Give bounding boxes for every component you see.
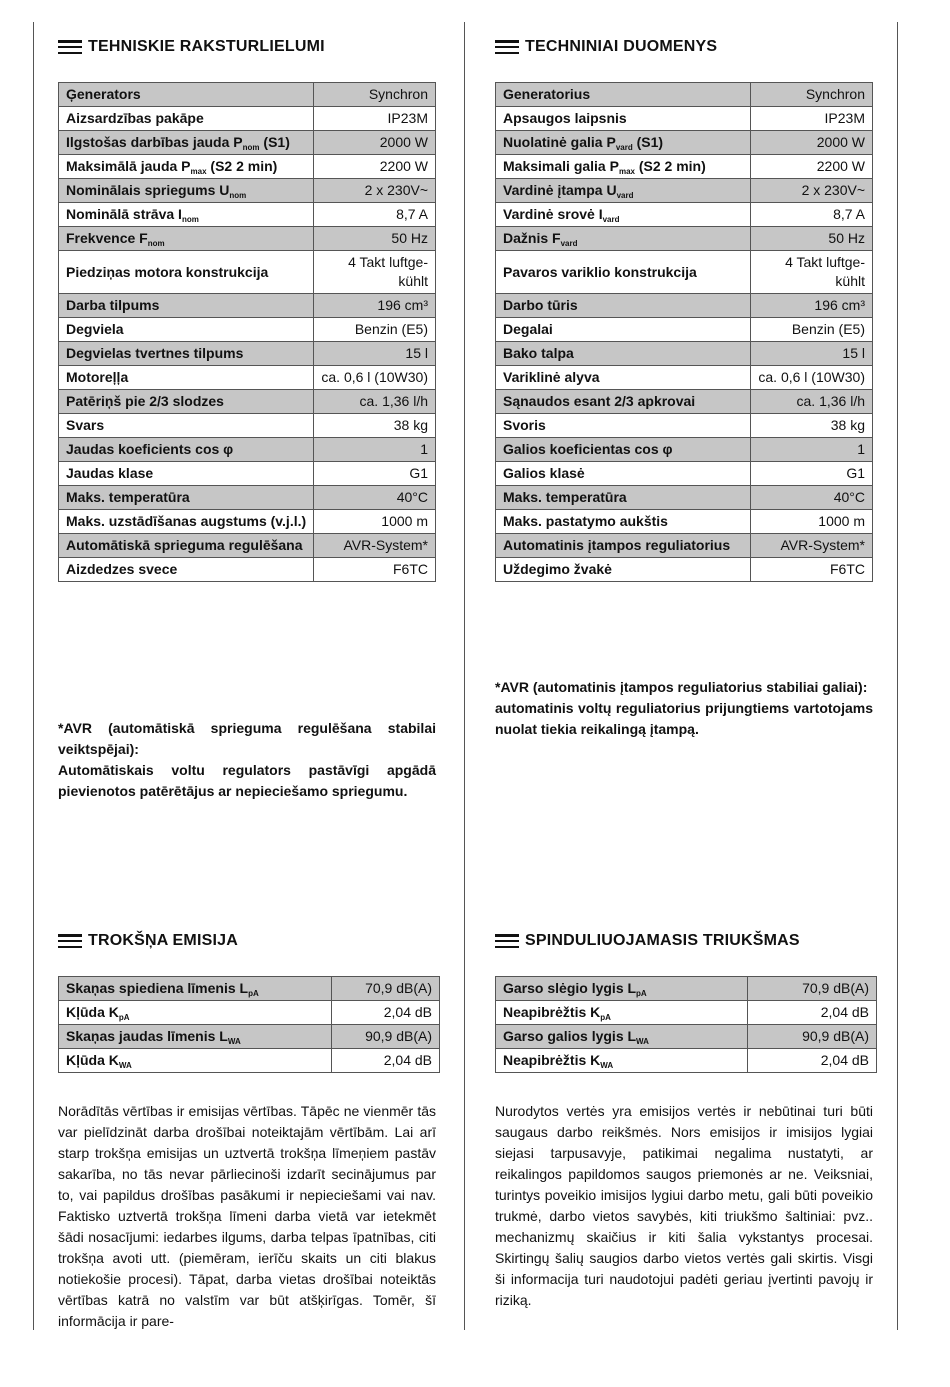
spec-label-text: Vardinė įtampa U: [503, 182, 617, 198]
spec-value: AVR-System*: [751, 534, 873, 558]
spec-label: [59, 366, 314, 390]
menu-lines-icon: [58, 40, 82, 54]
spec-label-text: Generatorius: [503, 86, 591, 102]
table-row: [496, 155, 873, 179]
spec-label: [59, 1049, 332, 1073]
spec-label-text: Automatinis įtampos reguliatorius: [503, 537, 731, 553]
spec-label: [59, 342, 314, 366]
spec-table-wrap: [495, 82, 873, 582]
table-row: [59, 1049, 440, 1073]
table-row: [496, 179, 873, 203]
spec-label-subscript: pA: [636, 989, 647, 998]
section-heading-noise: [58, 930, 238, 952]
spec-label-text: Maks. temperatūra: [66, 489, 190, 505]
spec-label-text: Jaudas koeficients cos φ: [66, 441, 234, 457]
spec-label: [496, 227, 751, 251]
spec-label: [59, 107, 314, 131]
avr-note-body: Automātiskais voltu regulators pastāvīgi apgādā pievienotos patērētājus ar nepieciešamo spriegumu.: [58, 762, 436, 799]
spec-value: IP23M: [751, 107, 873, 131]
spec-label-suffix: (S1): [259, 134, 290, 150]
table-row: [59, 977, 440, 1001]
spec-label-text: Maks. uzstādīšanas augstums (v.j.l.): [66, 513, 307, 529]
menu-lines-icon: [495, 934, 519, 948]
spec-value: 8,7 A: [314, 203, 436, 227]
spec-value: 1: [314, 438, 436, 462]
spec-value: Benzin (E5): [314, 318, 436, 342]
menu-lines-icon: [495, 40, 519, 54]
spec-label-text: Sąnaudos esant 2/3 apkrovai: [503, 393, 696, 409]
spec-label-text: Galios klasė: [503, 465, 585, 481]
table-row: [59, 1001, 440, 1025]
table-row: [496, 131, 873, 155]
table-row: [59, 318, 436, 342]
spec-value: Synchron: [314, 83, 436, 107]
spec-value: 40°C: [751, 486, 873, 510]
table-row: [59, 227, 436, 251]
spec-table: [495, 82, 873, 582]
spec-value: ca. 1,36 l/h: [314, 390, 436, 414]
spec-label-subscript: nom: [181, 215, 199, 224]
spec-label-text: Kļūda K: [66, 1052, 119, 1068]
spec-value: Benzin (E5): [751, 318, 873, 342]
spec-label-text: Dažnis F: [503, 230, 561, 246]
spec-label: [59, 462, 314, 486]
spec-label-text: Darba tilpums: [66, 297, 160, 313]
table-row: [59, 83, 436, 107]
menu-lines-icon: [58, 934, 82, 948]
spec-label: [496, 414, 751, 438]
spec-label-subscript: nom: [242, 143, 260, 152]
table-row: [496, 1001, 877, 1025]
spec-value: 15 l: [314, 342, 436, 366]
spec-value: IP23M: [314, 107, 436, 131]
spec-label: [496, 390, 751, 414]
avr-note: [58, 718, 436, 802]
spec-value: 2200 W: [751, 155, 873, 179]
section-heading-technical: [58, 36, 325, 58]
spec-label-subscript: WA: [118, 1061, 132, 1070]
spec-label-text: Degvielas tvertnes tilpums: [66, 345, 244, 361]
table-row: [59, 486, 436, 510]
section-heading-noise: [495, 930, 800, 952]
spec-value: 50 Hz: [314, 227, 436, 251]
spec-label-subscript: vard: [560, 239, 578, 248]
spec-label-subscript: WA: [636, 1037, 649, 1046]
spec-value: 196 cm³: [751, 294, 873, 318]
spec-label: [496, 510, 751, 534]
left-margin-line: [33, 22, 34, 1330]
spec-label-text: Nuolatinė galia P: [503, 134, 616, 150]
spec-value: 38 kg: [314, 414, 436, 438]
table-row: [59, 179, 436, 203]
spec-value: 2,04 dB: [748, 1001, 877, 1025]
spec-value: G1: [314, 462, 436, 486]
table-row: [496, 227, 873, 251]
table-row: [59, 1025, 440, 1049]
spec-value: 2 x 230V~: [314, 179, 436, 203]
spec-label-text: Neapibrėžtis K: [503, 1004, 601, 1020]
spec-label: [496, 155, 751, 179]
spec-label-text: Variklinė alyva: [503, 369, 600, 385]
section-heading-text: SPINDULIUOJAMASIS TRIUKŠMAS: [525, 932, 800, 949]
spec-label-text: Bako talpa: [503, 345, 574, 361]
spec-label-text: Ilgstošas darbības jauda P: [66, 134, 243, 150]
spec-label-text: Maks. pastatymo aukštis: [503, 513, 668, 529]
spec-label-subscript: vard: [602, 215, 620, 224]
spec-table-wrap: [58, 82, 436, 582]
spec-label-text: Neapibrėžtis K: [503, 1052, 601, 1068]
table-row: [496, 318, 873, 342]
spec-label: [59, 318, 314, 342]
spec-label-text: Vardinė srovė I: [503, 206, 603, 222]
spec-label-suffix: (S2 2 min): [206, 158, 278, 174]
spec-value: 8,7 A: [751, 203, 873, 227]
section-heading-text: TEHNISKIE RAKSTURLIELUMI: [88, 38, 325, 55]
table-row: [59, 462, 436, 486]
spec-label-text: Garso slėgio lygis L: [503, 980, 637, 996]
spec-value: 1000 m: [751, 510, 873, 534]
spec-label-text: Apsaugos laipsnis: [503, 110, 627, 126]
spec-label-text: Motoreļļa: [66, 369, 129, 385]
table-row: [59, 294, 436, 318]
noise-table-wrap: [495, 976, 877, 1073]
spec-label-text: Kļūda K: [66, 1004, 119, 1020]
spec-label: [59, 294, 314, 318]
spec-value: 1000 m: [314, 510, 436, 534]
spec-label-subscript: nom: [229, 191, 247, 200]
noise-table-wrap: [58, 976, 440, 1073]
spec-label-text: Patēriņš pie 2/3 slodzes: [66, 393, 224, 409]
table-row: [59, 534, 436, 558]
center-divider-line: [464, 22, 465, 1330]
spec-label: [496, 534, 751, 558]
spec-label: [496, 318, 751, 342]
table-row: [59, 251, 436, 294]
spec-label: [59, 203, 314, 227]
table-row: [59, 438, 436, 462]
table-row: [496, 977, 877, 1001]
spec-label: [496, 366, 751, 390]
spec-label-text: Nominālais spriegums U: [66, 182, 230, 198]
spec-value: 40°C: [314, 486, 436, 510]
right-margin-line: [897, 22, 898, 1330]
spec-value: 70,9 dB(A): [748, 977, 877, 1001]
spec-label-text: Maks. temperatūra: [503, 489, 627, 505]
spec-value: 2 x 230V~: [751, 179, 873, 203]
table-row: [496, 251, 873, 294]
table-row: [496, 414, 873, 438]
spec-label: [59, 227, 314, 251]
spec-label: [496, 486, 751, 510]
spec-label: [59, 390, 314, 414]
spec-label-text: Degviela: [66, 321, 124, 337]
spec-label-subscript: WA: [227, 1037, 241, 1046]
spec-label: [496, 179, 751, 203]
spec-label: [496, 342, 751, 366]
spec-value: ca. 0,6 l (10W30): [751, 366, 873, 390]
spec-label-subscript: pA: [600, 1013, 611, 1022]
spec-value: ca. 1,36 l/h: [751, 390, 873, 414]
spec-label-text: Skaņas jaudas līmenis L: [66, 1028, 228, 1044]
table-row: [496, 438, 873, 462]
noise-table: [58, 976, 440, 1073]
table-row: [496, 510, 873, 534]
spec-label: [59, 977, 332, 1001]
section-heading-technical: [495, 36, 717, 58]
spec-value: 4 Takt luftge- kühlt: [751, 251, 873, 294]
spec-label-subscript: WA: [600, 1061, 614, 1070]
spec-label: [496, 1049, 748, 1073]
spec-label: [496, 251, 751, 294]
spec-label: [496, 203, 751, 227]
spec-label: [59, 414, 314, 438]
spec-value: 2,04 dB: [748, 1049, 877, 1073]
spec-label-text: Maksimali galia P: [503, 158, 619, 174]
spec-label: [496, 83, 751, 107]
spec-label-text: Automātiskā sprieguma regulēšana: [66, 537, 303, 553]
avr-note-title: *AVR (automātiskā sprieguma regulēšana stabilai veiktspējai):: [58, 720, 436, 757]
table-row: [496, 390, 873, 414]
spec-label: [59, 1025, 332, 1049]
spec-label: [59, 251, 314, 294]
spec-value: G1: [751, 462, 873, 486]
table-row: [59, 342, 436, 366]
table-row: [496, 462, 873, 486]
spec-label-subscript: max: [190, 167, 207, 176]
spec-label: [59, 558, 314, 582]
spec-label-text: Aizsardzības pakāpe: [66, 110, 204, 126]
spec-label-text: Degalai: [503, 321, 553, 337]
table-row: [59, 366, 436, 390]
spec-label-subscript: vard: [615, 143, 633, 152]
spec-value: 38 kg: [751, 414, 873, 438]
table-row: [59, 390, 436, 414]
spec-value: 1: [751, 438, 873, 462]
spec-value: AVR-System*: [314, 534, 436, 558]
spec-value: 90,9 dB(A): [332, 1025, 440, 1049]
spec-label: [496, 1001, 748, 1025]
table-row: [59, 107, 436, 131]
spec-value: Synchron: [751, 83, 873, 107]
spec-label-text: Maksimālā jauda P: [66, 158, 191, 174]
section-heading-text: TECHNINIAI DUOMENYS: [525, 38, 718, 55]
table-row: [496, 1049, 877, 1073]
spec-label: [496, 294, 751, 318]
spec-label-text: Pavaros variklio konstrukcija: [503, 263, 697, 280]
noise-explanation-text: Norādītās vērtības ir emisijas vērtības. Tāpēc ne vienmēr tās var pielīdzināt darba drošībai noteiktajām vērtībām. Lai arī starp trokšņa emisijas un uztvertā trokšņa līmeņiem pastāv sakarība, no tās nevar pārliecinoši izdarīt secinājumus par to, vai papildus drošības pasākumi ir nepieciešami vai nav. Faktisko uztvertā trokšņa līmeni darba vietā var ietekmēt šādi nosacījumi: iedarbes ilgums, darba telpas īpatnības, citi trokšņa avoti utt. (piemēram, ierīču skaits un citi blakus notiekošie procesi). Tāpat, darba vietas drošībai noteiktās vērtības katrā no valstīm var būt atšķirīgas. Tomēr, šī informācija ir pare-: [58, 1103, 436, 1329]
spec-label-text: Jaudas klase: [66, 465, 154, 481]
spec-value: F6TC: [751, 558, 873, 582]
table-row: [59, 131, 436, 155]
spec-label: [496, 438, 751, 462]
noise-explanation-text: Nurodytos vertės yra emisijos vertės ir nebūtinai turi būti saugaus darbo reikšmės. Nors emisijos ir imisijos lygiai siejasi tarpusavyje, patikimai negalima nustatyti, ar reikalingos papildomos saugos priemonės ar ne. Veiksniai, turintys poveikio imisijos lygiui darbo metu, gali būti poveikio trukmė, darbo vietos savybės, kiti triukšmo šaltiniai: pvz.. mechanizmų skaičius ir kiti šalia vykstantys procesai. Skirtingų šalių saugios darbo vietos vertės gali skirtis. Visgi ši informacija turi naudotojui padėti geriau įvertinti pavojų ir riziką.: [495, 1103, 873, 1308]
spec-label: [59, 131, 314, 155]
spec-label: [496, 462, 751, 486]
spec-value: 50 Hz: [751, 227, 873, 251]
spec-value: F6TC: [314, 558, 436, 582]
spec-label-suffix: (S1): [632, 134, 664, 150]
avr-note-title: *AVR (automatinis įtampos reguliatorius stabiliai galiai):: [495, 679, 868, 695]
spec-label: [496, 558, 751, 582]
spec-value: 4 Takt luftge- kühlt: [314, 251, 436, 294]
noise-table: [495, 976, 877, 1073]
spec-label-text: Darbo tūris: [503, 297, 578, 313]
table-row: [496, 107, 873, 131]
spec-value: 2200 W: [314, 155, 436, 179]
spec-label-suffix: (S2 2 min): [634, 158, 706, 174]
spec-value: 15 l: [751, 342, 873, 366]
spec-label: [496, 977, 748, 1001]
spec-label-subscript: max: [618, 167, 635, 176]
spec-label-text: Garso galios lygis L: [503, 1028, 637, 1044]
spec-label: [59, 438, 314, 462]
table-row: [496, 534, 873, 558]
spec-label: [59, 534, 314, 558]
spec-value: 90,9 dB(A): [748, 1025, 877, 1049]
spec-label-text: Galios koeficientas cos φ: [503, 441, 673, 457]
table-row: [59, 558, 436, 582]
spec-label-subscript: nom: [147, 239, 165, 248]
spec-label: [496, 131, 751, 155]
spec-table: [58, 82, 436, 582]
spec-label-subscript: pA: [248, 989, 259, 998]
spec-label-text: Frekvence F: [66, 230, 148, 246]
spec-label-subscript: vard: [616, 191, 634, 200]
spec-value: 2000 W: [314, 131, 436, 155]
table-row: [59, 510, 436, 534]
table-row: [59, 155, 436, 179]
spec-label-subscript: pA: [118, 1013, 130, 1022]
table-row: [496, 1025, 877, 1049]
avr-note: [495, 677, 873, 740]
table-row: [59, 203, 436, 227]
spec-label: [59, 179, 314, 203]
spec-label-text: Skaņas spiediena līmenis L: [66, 980, 249, 996]
spec-label: [496, 107, 751, 131]
table-row: [59, 414, 436, 438]
spec-label-text: Aizdedzes svece: [66, 561, 178, 577]
spec-value: 2,04 dB: [332, 1049, 440, 1073]
spec-label: [59, 83, 314, 107]
spec-label: [59, 1001, 332, 1025]
table-row: [496, 203, 873, 227]
spec-label-text: Piedziņas motora konstrukcija: [66, 263, 269, 280]
table-row: [496, 294, 873, 318]
spec-value: 70,9 dB(A): [332, 977, 440, 1001]
table-row: [496, 342, 873, 366]
spec-label-text: Ģenerators: [66, 86, 141, 102]
table-row: [496, 558, 873, 582]
spec-label-text: Uždegimo žvakė: [503, 561, 612, 577]
spec-value: 2000 W: [751, 131, 873, 155]
spec-value: ca. 0,6 l (10W30): [314, 366, 436, 390]
table-row: [496, 366, 873, 390]
section-heading-text: TROKŠŅA EMISIJA: [88, 932, 238, 949]
spec-value: 2,04 dB: [332, 1001, 440, 1025]
spec-value: 196 cm³: [314, 294, 436, 318]
spec-label: [59, 155, 314, 179]
spec-label-text: Nominālā strāva I: [66, 206, 182, 222]
spec-label: [496, 1025, 748, 1049]
table-row: [496, 486, 873, 510]
avr-note-body: automatinis voltų reguliatorius prijungtiems vartotojams nuolat tiekia reikalingą įtampą.: [495, 700, 873, 737]
spec-label-text: Svars: [66, 417, 105, 433]
table-row: [496, 83, 873, 107]
spec-label: [59, 510, 314, 534]
spec-label: [59, 486, 314, 510]
spec-label-text: Svoris: [503, 417, 546, 433]
